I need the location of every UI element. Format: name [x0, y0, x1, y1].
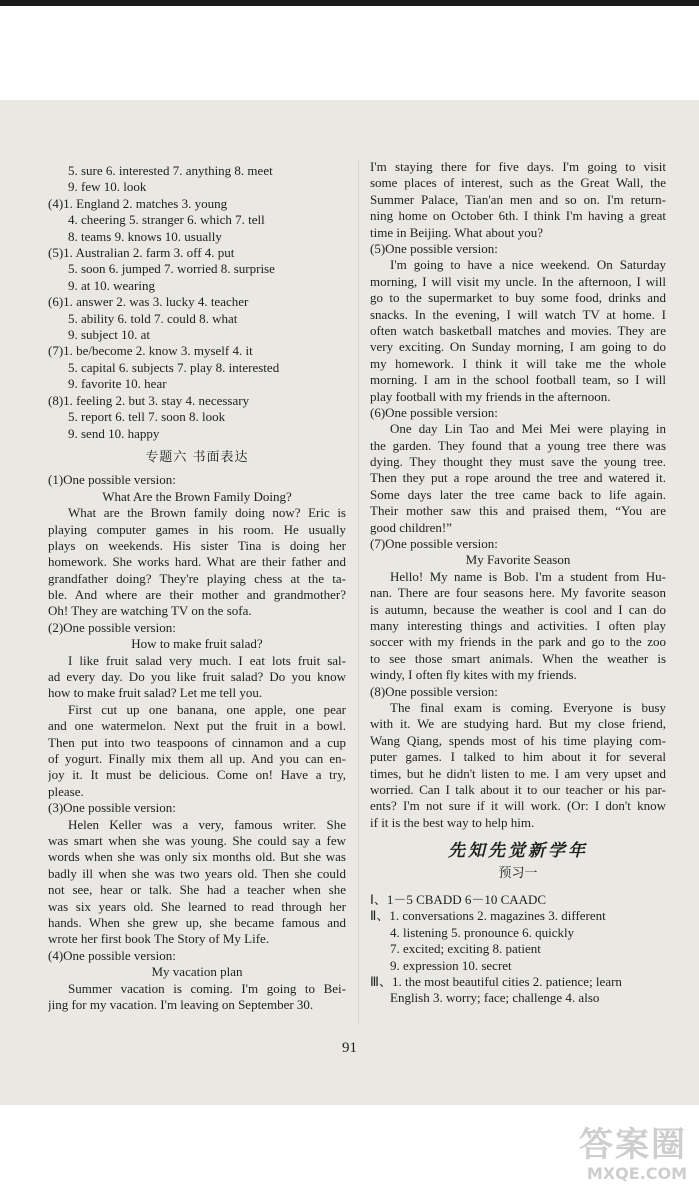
watermark-logo	[547, 1126, 687, 1196]
text-line: Summer vacation is coming. I'm going to Bei-	[68, 980, 346, 996]
essay-body	[48, 653, 346, 801]
text-line: play football with my friends in the afternoon.	[370, 388, 611, 404]
answer-line: (8)1. feeling 2. but 3. stay 4. necessary	[48, 392, 250, 408]
watermark-logo-text: 答案圈	[579, 1125, 687, 1165]
text-line: ad every day. Do you like fruit salad? Do you know	[48, 669, 346, 685]
text-line: please.	[48, 783, 84, 799]
essay-body	[370, 421, 666, 536]
text-line: worried. Can I talk about it to our teacher or his par-	[370, 781, 666, 797]
essay-body	[370, 700, 666, 831]
answer-line: 9. send 10. happy	[68, 425, 160, 441]
essay-title: My vacation plan	[151, 964, 243, 980]
essay-label: (2)One possible version:	[48, 619, 176, 635]
answer-line: 9. favorite 10. hear	[68, 376, 167, 392]
answer-line: 9. at 10. wearing	[68, 277, 156, 293]
essay-label: (8)One possible version:	[370, 683, 498, 699]
text-line: One day Lin Tao and Mei Mei were playing in	[390, 421, 666, 437]
text-line: many interesting things and activities. I often play	[370, 618, 666, 634]
text-line: homework. She works hard. What are their father and	[48, 554, 346, 570]
essay-body	[370, 569, 666, 684]
answer-line: 5. soon 6. jumped 7. worried 8. surprise	[68, 261, 275, 277]
text-line: to see those smart animals. When the weather is	[370, 650, 666, 666]
essay-title: My Favorite Season	[465, 552, 571, 568]
answer-line: 5. capital 6. subjects 7. play 8. interested	[68, 359, 280, 375]
answer-line: 9. subject 10. at	[68, 327, 150, 343]
essay-body	[370, 257, 666, 405]
text-line: morning, I will visit my uncle. In the afternoon, I will	[370, 273, 666, 289]
essay-body	[370, 159, 666, 241]
answer-line: 9. expression 10. secret	[390, 957, 512, 973]
essay-title: How to make fruit salad?	[131, 636, 263, 652]
text-line: I like fruit salad very much. I eat lots fruit sal-	[68, 652, 346, 668]
text-line: Then they put a rope around the tree and watered it.	[370, 470, 666, 486]
text-line: hands. When she grew up, she became famous and	[48, 914, 346, 930]
answer-line: English 3. worry; face; challenge 4. also	[390, 990, 600, 1006]
text-line: What are the Brown family doing now? Eric is	[68, 505, 346, 521]
text-line: joy it. It must be delicious. Come on! Have a try,	[48, 767, 346, 783]
text-line: if it is the best way to help him.	[370, 814, 535, 830]
text-line: snacks. In the evening, I will watch TV at home. I	[370, 306, 666, 322]
answer-line: 4. listening 5. pronounce 6. quickly	[390, 924, 575, 940]
column-divider	[358, 160, 359, 1025]
section-heading: 专题六 书面表达	[145, 449, 249, 465]
watermark-url: MXQE.COM	[586, 1164, 687, 1183]
essay-label: (4)One possible version:	[48, 947, 176, 963]
essay-body	[48, 981, 346, 1014]
text-line: not see, hear or talk. She had a teacher when she	[48, 882, 346, 898]
text-line: ble. And where are their mother and grandmother?	[48, 587, 346, 603]
text-line: times, but he didn't listen to me. I am very upset and	[370, 765, 666, 781]
text-line: Some days later the tree came back to life again.	[370, 486, 666, 502]
page-number: 91	[342, 1040, 357, 1056]
text-line: is autumn, because the weather is cool and I can do	[370, 601, 666, 617]
essay-title: What Are the Brown Family Doing?	[102, 488, 292, 504]
text-line: often watch basketball matches and movies. They are	[370, 322, 666, 338]
text-line: morning. I am in the school football team, so I will	[370, 372, 666, 388]
text-line: nan. There are four seasons here. My favorite season	[370, 585, 666, 601]
text-line: puter games. I talked to him about it for several	[370, 749, 666, 765]
text-line: Summer Palace, Tian'an men and so on. I'm return-	[370, 191, 666, 207]
answer-line: 9. few 10. look	[68, 179, 147, 195]
text-line: and one watermelon. Next put the fruit in a bowl.	[48, 718, 346, 734]
text-line: Wang Qiang, spends most of his time playing com-	[370, 732, 666, 748]
essay-label: (5)One possible version:	[370, 240, 498, 256]
text-line: I'm going to have a nice weekend. On Saturday	[390, 257, 666, 273]
text-line: wrote her first book The Story of My Life.	[48, 931, 270, 947]
document-page	[0, 100, 699, 1105]
section-subtitle: 预习一	[498, 865, 538, 881]
answer-line: (7)1. be/become 2. know 3. myself 4. it	[48, 343, 253, 359]
essay-label: (1)One possible version:	[48, 472, 176, 488]
text-line: how to make fruit salad? Let me tell you.	[48, 685, 263, 701]
text-line: Oh! They are watching TV on the sofa.	[48, 603, 252, 619]
answer-line: Ⅰ、1－5 CBADD 6－10 CAADC	[370, 891, 547, 907]
text-line: very exciting. On Sunday morning, I am going to do	[370, 339, 666, 355]
left-column	[48, 163, 346, 1013]
text-line: of yogurt. Finally mix them all up. And you can en-	[48, 751, 346, 767]
answer-line: 4. cheering 5. stranger 6. which 7. tell	[68, 212, 265, 228]
right-column	[370, 159, 666, 1007]
text-line: go to the supermarket to buy some food, drinks and	[370, 290, 666, 306]
text-line: Hello! My name is Bob. I'm a student from Hu-	[390, 568, 666, 584]
text-line: I'm staying there for five days. I'm going to visit	[370, 159, 666, 174]
text-line: some places of interest, such as the Great Wall, the	[370, 175, 666, 191]
text-line: with it. We are studying hard. But my close friend,	[370, 716, 666, 732]
text-line: playing computer games in his room. He usually	[48, 521, 346, 537]
text-line: Then put into two teaspoons of cinnamon and a cup	[48, 734, 346, 750]
answer-line: (5)1. Australian 2. farm 3. off 4. put	[48, 245, 235, 261]
answer-line: (6)1. answer 2. was 3. lucky 4. teacher	[48, 294, 249, 310]
answer-line: 5. ability 6. told 7. could 8. what	[68, 310, 238, 326]
text-line: windy, I often fly kites with my friends.	[370, 667, 577, 683]
text-line: The final exam is coming. Everyone is busy	[390, 700, 666, 716]
essay-body	[48, 817, 346, 948]
text-line: was six years old. She learned to read through her	[48, 898, 346, 914]
text-line: grandfather doing? They're playing chess at the ta-	[48, 570, 346, 586]
answer-line: Ⅲ、1. the most beautiful cities 2. patience; learn	[370, 974, 622, 990]
answer-line: 8. teams 9. knows 10. usually	[68, 228, 222, 244]
answer-line: 5. sure 6. interested 7. anything 8. meet	[68, 163, 273, 178]
text-line: badly ill when she was two years old. Then she could	[48, 865, 346, 881]
text-line: words when she was only six months old. But she was	[48, 849, 346, 865]
text-line: ning home on October 6th. I think I'm having a great	[370, 208, 666, 224]
answer-line: (4)1. England 2. matches 3. young	[48, 195, 228, 211]
essay-label: (7)One possible version:	[370, 536, 498, 552]
section-big-title: 先知先觉新学年	[448, 841, 588, 862]
answer-line: 5. report 6. tell 7. soon 8. look	[68, 409, 226, 425]
answer-line: 7. excited; exciting 8. patient	[390, 941, 541, 957]
text-line: Their mother saw this and praised them, “You are	[370, 503, 666, 519]
essay-label: (6)One possible version:	[370, 404, 498, 420]
text-line: was smart when she was young. She could say a few	[48, 833, 346, 849]
text-line: the garden. They found that a young tree there was	[370, 437, 666, 453]
text-line: good children!”	[370, 519, 452, 535]
text-line: my homework. I think it will take me the whole	[370, 355, 666, 371]
text-line: plays on weekends. His sister Tina is doing her	[48, 537, 346, 553]
text-line: dying. They thought they must save the young tree.	[370, 454, 666, 470]
text-line: soccer with my friends in the park and go to the zoo	[370, 634, 666, 650]
text-line: jing for my vacation. I'm leaving on September 30.	[48, 996, 314, 1012]
essay-body	[48, 505, 346, 620]
text-line: Helen Keller was a very, famous writer. She	[68, 816, 346, 832]
text-line: First cut up one banana, one apple, one pear	[68, 701, 346, 717]
answer-line: Ⅱ、1. conversations 2. magazines 3. different	[370, 908, 606, 924]
text-line: time in Beijing. What about you?	[370, 224, 544, 240]
top-bar	[0, 0, 699, 6]
text-line: ents? I'm not sure if it will work. (Or: I don't know	[370, 798, 666, 814]
essay-label: (3)One possible version:	[48, 800, 176, 816]
